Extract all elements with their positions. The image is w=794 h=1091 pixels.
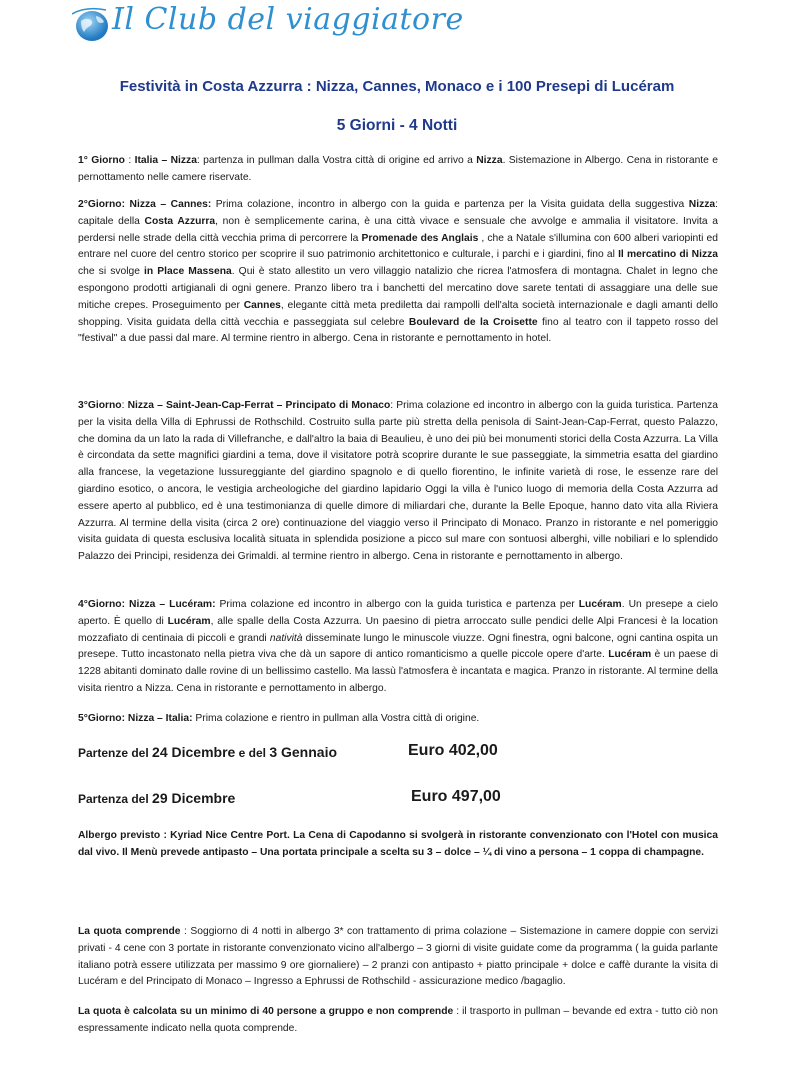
logo-text: Il Club del viaggiatore	[112, 2, 464, 37]
excludes-text: : il trasporto in pullman – bevande ed extra - tutto ciò non espressamente indicato nella quota comprende.	[78, 1006, 718, 1034]
day5-label: 5°Giorno: Nizza – Italia:	[78, 713, 193, 724]
day1-sep: :	[124, 155, 135, 166]
departure-1-date2: 3 Gennaio	[269, 744, 338, 760]
departure-row-2	[78, 790, 235, 808]
day3-paragraph	[78, 398, 718, 566]
day2-b3: Promenade des Anglais	[361, 232, 479, 244]
departure-row-1	[78, 744, 337, 762]
globe-icon	[72, 4, 116, 44]
day2-b7: Boulevard de la Croisette	[408, 316, 538, 328]
day2-t7: , elegante città meta prediletta dai rampolli dell'alta società internazionale e dagli amanti dello shopping. Visita guidata della città vecchia e passeggiata sul celebre	[78, 299, 718, 328]
day1-route-b: Nizza	[170, 155, 197, 166]
day4-t5: è un paese di 1228 abitanti dominato dalle rovine di un bellissimo castello. Ma lassù l'atmosfera è incantata e magica. Pranzo in ristorante. Al termine della visita rientro a Nizza. Cena in ristorante e pernottamento in albergo.	[78, 649, 718, 694]
excludes-paragraph	[78, 1004, 718, 1038]
logo	[72, 2, 464, 46]
departure-2-prefix: Partenza del	[78, 792, 153, 806]
day1-bold1: Nizza	[476, 155, 503, 166]
departure-1-mid: e del	[235, 746, 270, 760]
day4-t1: Prima colazione ed incontro in albergo con la guida turistica e partenza per	[215, 599, 579, 610]
day1-text1: : partenza in pullman dalla Vostra città di origine ed arrivo a	[196, 155, 477, 166]
day4-paragraph	[78, 597, 718, 698]
day2-t5: che si svolge	[78, 266, 145, 278]
day1-paragraph	[78, 153, 718, 187]
day2-t3: , non è semplicemente carina, è una città vivace e sensuale che avvolge e ammalia il visitatore. Invita a perdersi nelle strade della città vecchia prima di percorrere la	[78, 215, 719, 244]
hotel-paragraph: Albergo previsto : Kyriad Nice Centre Port. La Cena di Capodanno si svolgerà in ristorante convenzionato con l'Hotel con musica dal vivo. Il Menù prevede antipasto – Una portata principale a scelta su 3 – dolce – ¼ di vino a persona – 1 coppa di champagne.	[78, 830, 718, 858]
day4-t3: , alle spalle della Costa Azzurra. Un paesino di pietra arroccato sulle pendici delle Alpi Francesi è la location mozzafiato di centinaia di piccoli e grandi	[78, 615, 718, 644]
day4-label: 4°Giorno: Nizza – Lucéram:	[78, 599, 216, 610]
departure-1-prefix: Partenze del	[78, 746, 153, 760]
includes-text: : Soggiorno di 4 notti in albergo 3* con trattamento di prima colazione – Sistemazione in camere doppie con servizi privati - 4 cene con 3 portate in ristorante convenzionato vicino all'albergo – 3 giorni di visite guidate come da programma ( la guida parlante italiano potrà essere utilizzata per massimo 9 ore giornaliere) – 2 pranzi con antipasto + piatto principale + dolce e caffè durante la visita di Lucéram e del Principato di Monaco – Ingresso a Ephrussi de Rothschild - assicurazione medico /bagaglio.	[78, 926, 718, 988]
day3-label: 3°Giorno	[78, 400, 122, 411]
day4-b1: Lucéram	[578, 599, 622, 610]
includes-label: La quota comprende	[78, 926, 181, 937]
includes-paragraph	[78, 924, 718, 991]
day2-label: 2°Giorno: Nizza – Cannes:	[78, 199, 212, 210]
day5-t1: Prima colazione e rientro in pullman alla Vostra città di origine.	[192, 713, 480, 724]
day2-b2: Costa Azzurra	[144, 215, 216, 227]
day1-label: 1° Giorno	[78, 155, 125, 166]
day5-paragraph	[78, 711, 718, 728]
day2-t4: , che a Natale s'illumina con 600 alberi variopinti ed entrare nel cuore del centro storico per scoprire il suo patrimonio architettonico e culturale, i parchi e i giardini, fino al	[78, 232, 718, 261]
day4-t2: . Un presepe a cielo aperto. È quello di	[78, 599, 718, 627]
day2-t6: . Qui è stato allestito un vero villaggio natalizio che ricrea l'atmosfera di montagna. Chalet in legno che espongono prodotti artigianali di ogni genere. Pranzo libero tra i banchetti del mercatino dove sarete tentati di assaggiare una delle sue mitiche crepes. Proseguimento per	[78, 266, 718, 311]
departure-2-price: Euro 497,00	[411, 788, 501, 805]
page-title: Festività in Costa Azzurra : Nizza, Cannes, Monaco e i 100 Presepi di Lucéram	[119, 78, 675, 95]
departure-1-price: Euro 402,00	[408, 742, 498, 759]
day2-b4: Il mercatino di Nizza	[618, 249, 718, 261]
day2-t1: Prima colazione, incontro in albergo con la guida e partenza per la Visita guidata della suggestiva	[211, 199, 689, 210]
day2-b5: in Place Massena	[144, 266, 232, 278]
departure-1-date1: 24 Dicembre	[152, 744, 236, 760]
day4-t4: disseminate lungo le minuscole viuzze. Ogni finestra, ogni balcone, ogni cantina ospita un presepe. Tutto incastonato nella pietra viva che dà un sapore di antico romanticismo a quelle piccole opere d'arte.	[78, 632, 719, 661]
day1-route-a: Italia –	[134, 155, 171, 166]
day2-paragraph	[78, 197, 718, 348]
day4-b3: Lucéram	[608, 649, 652, 661]
page-subtitle: 5 Giorni - 4 Notti	[336, 117, 458, 134]
day1-text2: . Sistemazione in Albergo. Cena in ristorante e pernottamento nelle camere riservate.	[78, 155, 719, 183]
day2-t8: fino al teatro con il tappeto rosso del "festival" a due passi dal mare. Al termine rientro in albergo. Cena in ristorante e pernottamento in hotel.	[78, 316, 718, 345]
day2-t2: : capitale della	[78, 199, 718, 227]
day3-t0: :	[121, 400, 128, 411]
excludes-label2: non comprende	[375, 1006, 454, 1017]
day4-i1: natività	[269, 632, 303, 644]
day2-b6: Cannes	[243, 299, 281, 311]
excludes-label1: La quota è calcolata su un minimo di 40 persone a gruppo e	[78, 1006, 376, 1017]
day2-b1: Nizza	[688, 199, 716, 210]
departure-2-date: 29 Dicembre	[152, 790, 236, 806]
day3-b1: Nizza – Saint-Jean-Cap-Ferrat – Principato di Monaco	[127, 400, 391, 411]
day3-t1: : Prima colazione ed incontro in albergo con la guida turistica. Partenza per la visita della Villa di Ephrussi de Rothschild. Costruito sulla parte più stretta della penisola di Saint-Jean-Cap-Ferrat, questo Palazzo, che domina da un lato la rada di Villefranche, e dall'altro la baia di Beaulieu, è uno dei più bei monumenti storici della Costa Azzurra. La Villa è circondata da sette magnifici giardini a tema, dove il visitatore potrà scoprire durante le sue passeggiate, la simmetria esatta del giardino alla francese, la vegetazione lussureggiante del giardino spagnolo e di quello fiorentino, le infinite varietà di rose, le essenze rare del giardino esotico, o ancora, le vestigia archeologiche del giardino lapidario Oggi la villa è l'unico luogo di memoria della Costa Azzurra ad essere aperto al pubblico, ed è una testimonianza di quelle dimore di miliardari che, durante la Belle Epoque, hanno dato vita alla Riviera Azzurra. Al termine della visita (circa 2 ore) continuazione del viaggio verso il Principato di Monaco. Pranzo in ristorante e nel pomeriggio visita guidata di questa esclusiva località situata in splendida posizione a picco sul mare con sontuosi alberghi, ville nobiliari e lo splendido Palazzo dei Principi, residenza dei Grimaldi. al termine rientro in albergo. Cena in ristorante e pernottamento in albergo.	[78, 400, 718, 563]
day4-b2: Lucéram	[167, 615, 211, 627]
